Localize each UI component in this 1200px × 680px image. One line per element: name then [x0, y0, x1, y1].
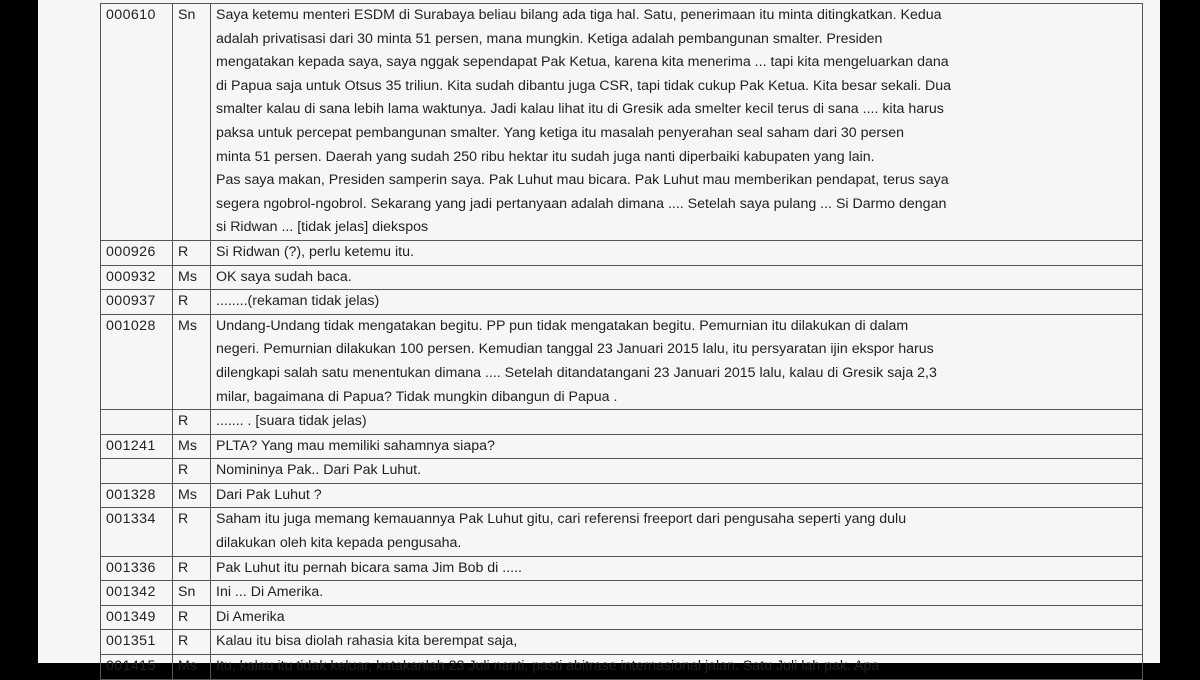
- timestamp-cell: 001328: [101, 483, 173, 508]
- timestamp-cell: 001342: [101, 581, 173, 606]
- table-row: [101, 290, 1143, 315]
- speaker-cell: Sn: [173, 581, 211, 606]
- utterance-cell: Ini ... Di Amerika.: [211, 581, 1143, 606]
- table-row: [101, 4, 1143, 241]
- table-row: [101, 605, 1143, 630]
- table-row: [101, 655, 1143, 680]
- timestamp-cell: 001241: [101, 434, 173, 459]
- speaker-cell: Ms: [173, 655, 211, 680]
- speaker-cell: Sn: [173, 4, 211, 241]
- table-row: [101, 581, 1143, 606]
- timestamp-cell: [101, 410, 173, 435]
- utterance-cell: Itu, kalau itu tidak keluar, katakanlah 23 Juli nanti, pasti abitrase internasional jalan. Satu Juli lah pak. Apa: [211, 655, 1143, 680]
- utterance-cell: OK saya sudah baca.: [211, 265, 1143, 290]
- speaker-cell: R: [173, 290, 211, 315]
- table-row: [101, 630, 1143, 655]
- table-row: [101, 459, 1143, 484]
- timestamp-cell: 000926: [101, 240, 173, 265]
- speaker-cell: R: [173, 556, 211, 581]
- utterance-cell: Si Ridwan (?), perlu ketemu itu.: [211, 240, 1143, 265]
- timestamp-cell: 001415: [101, 655, 173, 680]
- utterance-cell: Dari Pak Luhut ?: [211, 483, 1143, 508]
- utterance-cell: Kalau itu bisa diolah rahasia kita berempat saja,: [211, 630, 1143, 655]
- speaker-cell: R: [173, 459, 211, 484]
- document-page: [38, 0, 1160, 675]
- speaker-cell: Ms: [173, 265, 211, 290]
- speaker-cell: R: [173, 410, 211, 435]
- speaker-cell: Ms: [173, 314, 211, 409]
- utterance-cell: Nomininya Pak.. Dari Pak Luhut.: [211, 459, 1143, 484]
- speaker-cell: R: [173, 240, 211, 265]
- table-row: [101, 556, 1143, 581]
- speaker-cell: R: [173, 630, 211, 655]
- utterance-cell: Di Amerika: [211, 605, 1143, 630]
- transcript-table: [100, 3, 1143, 680]
- table-row: [101, 240, 1143, 265]
- timestamp-cell: 001334: [101, 508, 173, 556]
- utterance-cell: Undang-Undang tidak mengatakan begitu. PP pun tidak mengatakan begitu. Pemurnian itu dilakukan di dalam negeri. Pemurnian dilakukan 100 persen. Kemudian tanggal 23 Januari 2015 lalu, itu persyaratan ijin ekspor harus dilengkapi salah satu menentukan dimana .... Setelah ditandatangani 23 Januari 2015 lalu, kalau di Gresik saja 2,3 milar, bagaimana di Papua? Tidak mungkin dibangun di Papua .: [211, 314, 1143, 409]
- timestamp-cell: 000610: [101, 4, 173, 241]
- table-row: [101, 508, 1143, 556]
- utterance-cell: Saya ketemu menteri ESDM di Surabaya beliau bilang ada tiga hal. Satu, penerimaan itu minta ditingkatkan. Kedua adalah privatisasi dari 30 minta 51 persen, mana mungkin. Ketiga adalah pembangunan smalter. Presiden mengatakan kepada saya, saya nggak sependapat Pak Ketua, karena kita menerima ... tapi kita mengeluarkan dana di Papua saja untuk Otsus 35 triliun. Kita sudah dibantu juga CSR, tapi tidak cukup Pak Ketua. Kita besar sekali. Dua smalter kalau di sana lebih lama waktunya. Jadi kalau lihat itu di Gresik ada smelter kecil terus di sana .... kita harus paksa untuk percepat pembangunan smalter. Yang ketiga itu masalah penyerahan seal saham dari 30 persen minta 51 persen. Daerah yang sudah 250 ribu hektar itu sudah juga nanti diperbaiki kabupaten yang lain. Pas saya makan, Presiden samperin saya. Pak Luhut mau bicara. Pak Luhut mau memberikan pendapat, terus saya segera ngobrol-ngobrol. Sekarang yang jadi pertanyaan adalah dimana .... Setelah saya pulang ... Si Darmo dengan si Ridwan ... [tidak jelas] diekspos: [211, 4, 1143, 241]
- table-row: [101, 410, 1143, 435]
- timestamp-cell: 001351: [101, 630, 173, 655]
- timestamp-cell: 000932: [101, 265, 173, 290]
- utterance-cell: ........(rekaman tidak jelas): [211, 290, 1143, 315]
- utterance-cell: Pak Luhut itu pernah bicara sama Jim Bob di .....: [211, 556, 1143, 581]
- timestamp-cell: [101, 459, 173, 484]
- table-row: [101, 314, 1143, 409]
- timestamp-cell: 001336: [101, 556, 173, 581]
- table-row: [101, 483, 1143, 508]
- timestamp-cell: 000937: [101, 290, 173, 315]
- speaker-cell: Ms: [173, 434, 211, 459]
- utterance-cell: ....... . [suara tidak jelas): [211, 410, 1143, 435]
- timestamp-cell: 001028: [101, 314, 173, 409]
- utterance-cell: Saham itu juga memang kemauannya Pak Luhut gitu, cari referensi freeport dari pengusaha seperti yang dulu dilakukan oleh kita kepada pengusaha.: [211, 508, 1143, 556]
- table-row: [101, 265, 1143, 290]
- table-row: [101, 434, 1143, 459]
- speaker-cell: R: [173, 605, 211, 630]
- timestamp-cell: 001349: [101, 605, 173, 630]
- speaker-cell: Ms: [173, 483, 211, 508]
- speaker-cell: R: [173, 508, 211, 556]
- utterance-cell: PLTA? Yang mau memiliki sahamnya siapa?: [211, 434, 1143, 459]
